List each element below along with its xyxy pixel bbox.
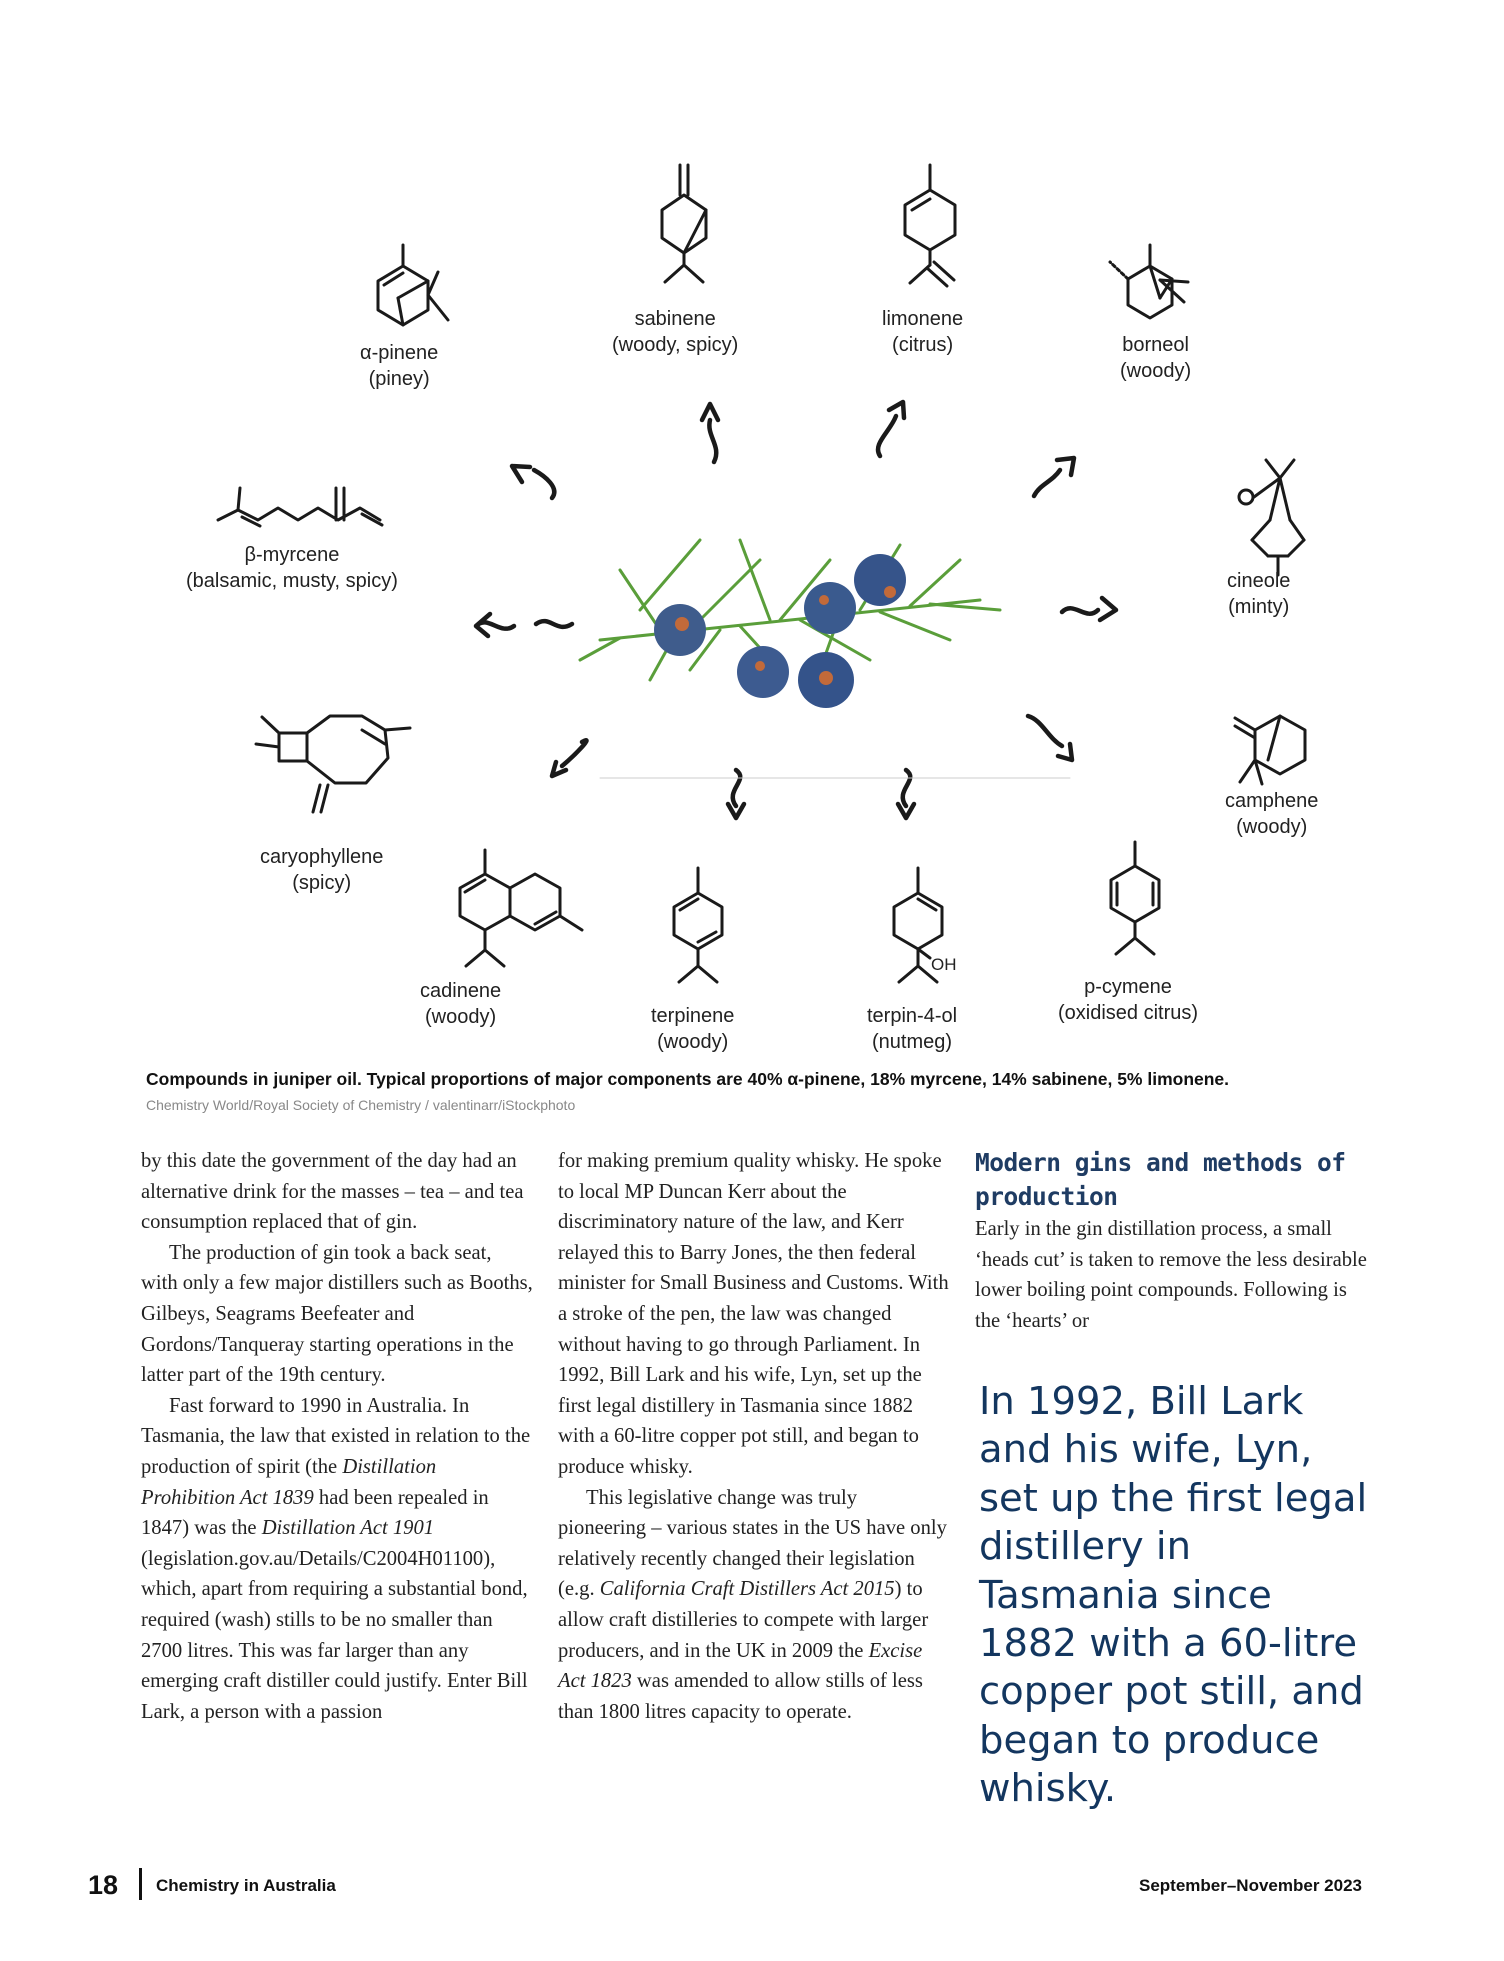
paragraph: This legislative change was truly pioneering – various states in the US have only relatively recently changed their legislation (e.g. California Craft Distillers Act 2015) to allow craft distilleries to compete with larger producers, and in the UK in 2009 the Excise Act 1823 was amended to allow stills of less than 1800 litres capacity to operate. <box>558 1486 947 1723</box>
cadinene-structure <box>460 850 582 966</box>
limonene-label: limonene (citrus) <box>882 308 964 356</box>
alpha-pinene-structure <box>378 245 448 325</box>
act-title: Distillation Act 1901 <box>261 1517 435 1540</box>
text-column-2 <box>558 1146 950 1727</box>
cineole-structure <box>1239 460 1304 575</box>
borneol-label: borneol (woody) <box>1120 334 1192 382</box>
footer-divider <box>139 1868 142 1900</box>
publication-title: Chemistry in Australia <box>156 1876 336 1895</box>
paragraph: by this date the government of the day had an alternative drink for the masses – tea – and tea consumption replaced that of gin. <box>141 1150 524 1234</box>
alpha-pinene-label: α-pinene (piney) <box>360 342 439 390</box>
figure-credit: Chemistry World/Royal Society of Chemistry / valentinarr/iStockphoto <box>146 1097 576 1113</box>
p-cymene-structure <box>1111 842 1159 954</box>
page-number: 18 <box>88 1870 119 1900</box>
section-heading: Modern gins and methods of production <box>975 1148 1346 1211</box>
act-title: California Craft Distillers Act 2015 <box>599 1578 895 1601</box>
figure-caption: Compounds in juniper oil. Typical proportions of major components are 40% α-pinene, 18% myrcene, 14% sabinene, 5% limonene. <box>146 1069 1230 1089</box>
paragraph: Fast forward to 1990 in Australia. In Tasmania, the law that existed in relation to the production of spirit (the Distillation Prohibition Act 1839 had been repealed in 1847) was the Distillation Act 1901 (legislation.gov.au/Details/C2004H01100), which, apart from requiring a substantial bond, required (wash) stills to be no smaller than 2700 litres. This was far larger than any emerging craft distiller could justify. Enter Bill Lark, a person with a passion <box>141 1394 531 1723</box>
terpinene-structure <box>674 868 722 982</box>
limonene-structure <box>905 165 955 286</box>
juniper-berries-image <box>580 540 1000 708</box>
terpinene-label: terpinene (woody) <box>651 1005 735 1053</box>
sabinene-label: sabinene (woody, spicy) <box>612 308 739 356</box>
paragraph: Early in the gin distillation process, a small ‘heads cut’ is taken to remove the less desirable lower boiling point compounds. Following is the ‘hearts’ or <box>975 1218 1367 1332</box>
borneol-structure <box>1110 245 1188 318</box>
cineole-label: cineole (minty) <box>1227 570 1291 618</box>
beta-myrcene-structure <box>218 488 382 526</box>
cadinene-label: cadinene (woody) <box>420 980 502 1028</box>
camphene-label: camphene (woody) <box>1225 790 1319 838</box>
reaction-arrows <box>476 402 1116 818</box>
caryophyllene-label: caryophyllene (spicy) <box>260 846 384 894</box>
paragraph: The production of gin took a back seat, with only a few major distillers such as Booths, Gilbeys, Seagrams Beefeater and Gordons/Tanqueray starting operations in the latter part of the 19th century. <box>141 1241 533 1387</box>
issue-date: September–November 2023 <box>1138 1876 1362 1895</box>
text-column-3 <box>975 1146 1370 1336</box>
sabinene-structure <box>662 165 706 282</box>
camphene-structure <box>1235 716 1305 784</box>
act-title: Distillation Prohibition Act 1839 <box>141 1455 437 1509</box>
pull-quote: In 1992, Bill Lark and his wife, Lyn, set up the first legal distillery in Tasmania since 1882 with a 60-litre copper pot still, and began to produce whisky. <box>979 1379 1368 1812</box>
p-cymene-label: p-cymene (oxidised citrus) <box>1058 976 1199 1024</box>
act-title: Excise Act 1823 <box>558 1639 923 1693</box>
paragraph: for making premium quality whisky. He spoke to local MP Duncan Kerr about the discriminatory nature of the law, and Kerr relayed this to Barry Jones, the then federal minister for Small Business and Customs. With a stroke of the pen, the law was changed without having to go through Parliament. In 1992, Bill Lark and his wife, Lyn, set up the first legal distillery in Tasmania since 1882 with a 60-litre copper pot still, and began to produce whisky. <box>558 1150 949 1478</box>
beta-myrcene-label: β-myrcene (balsamic, musty, spicy) <box>186 544 398 592</box>
oh-group-label: OH <box>931 955 957 974</box>
terpin-4-ol-label: terpin-4-ol (nutmeg) <box>867 1005 958 1053</box>
text-column-1 <box>141 1146 533 1727</box>
caryophyllene-structure <box>256 716 410 812</box>
